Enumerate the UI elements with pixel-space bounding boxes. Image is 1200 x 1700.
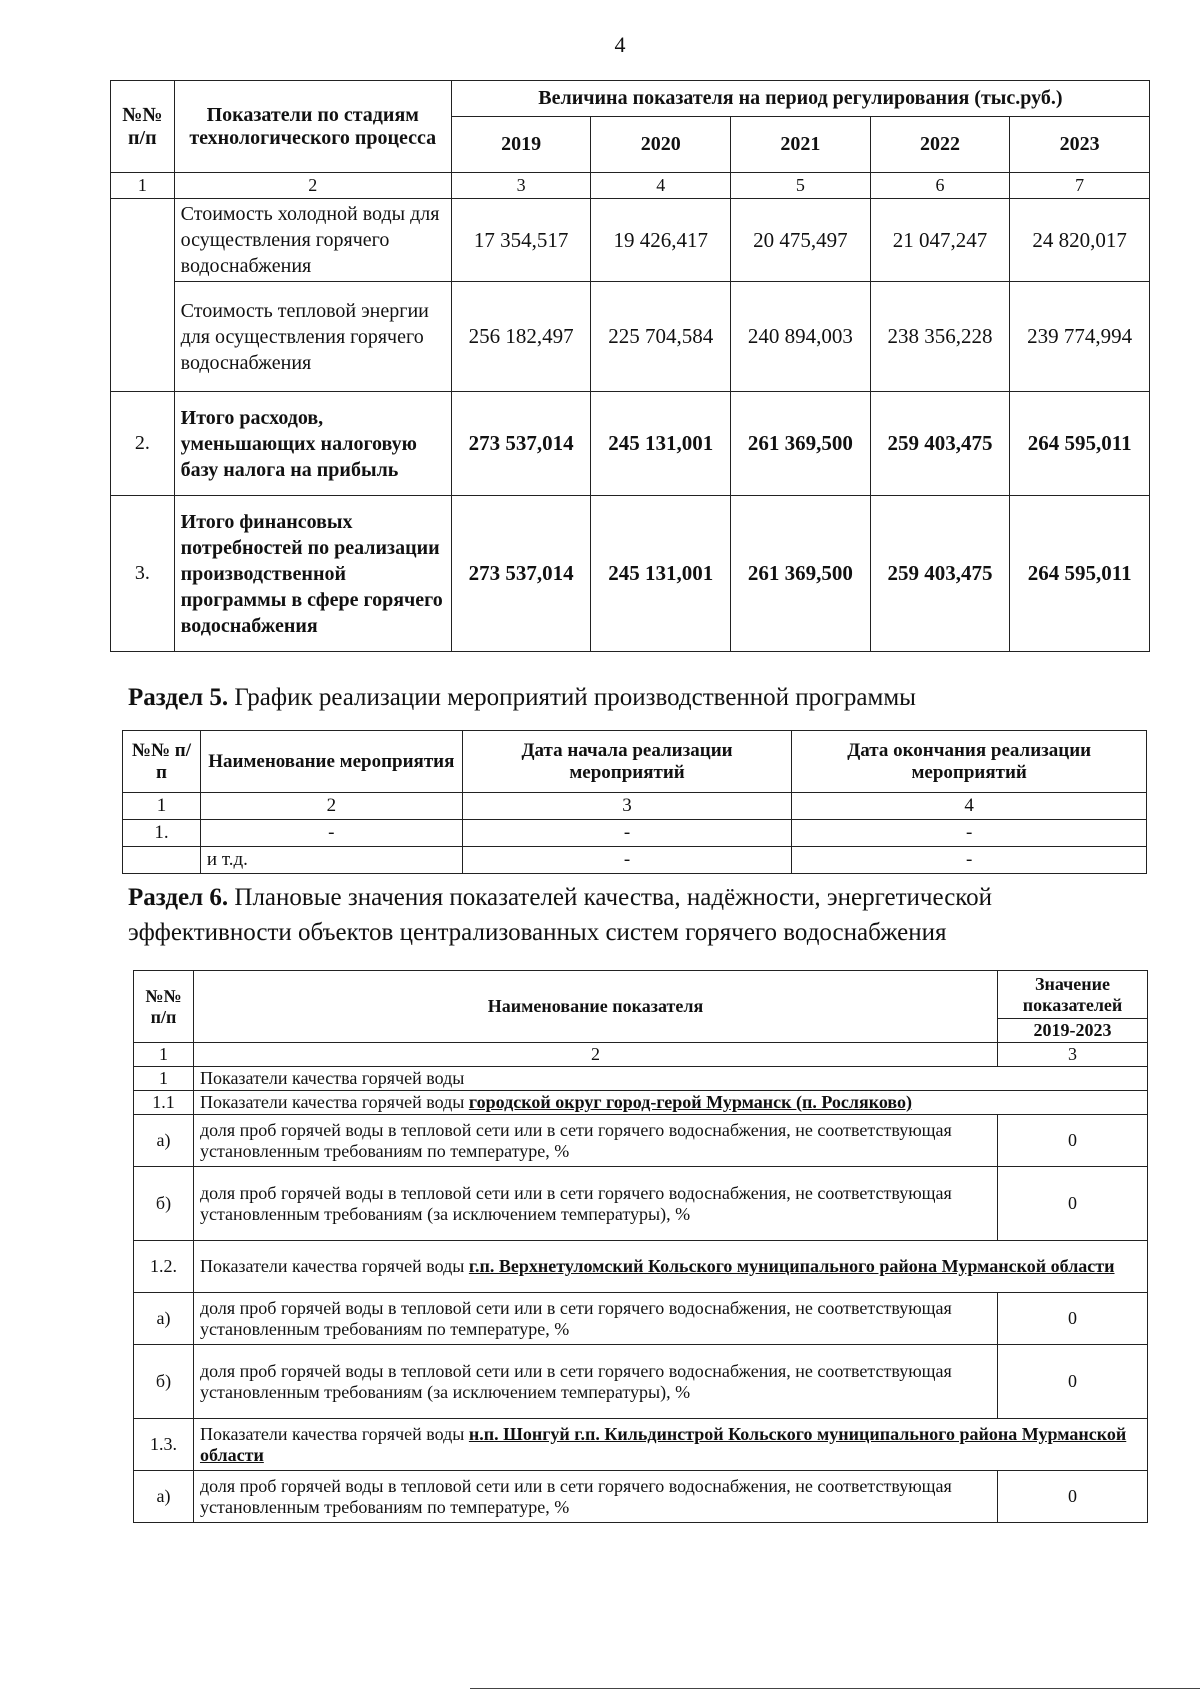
value-cell: 273 537,014 <box>451 392 591 496</box>
year-header: 2022 <box>870 117 1010 173</box>
table-row <box>134 1241 1148 1293</box>
indicator-label: доля проб горячей воды в тепловой сети или в сети горячего водоснабжения, не соответствующая установленным требованиям (за исключением температуры), % <box>193 1345 997 1419</box>
indicator-value: 0 <box>998 1471 1148 1523</box>
row-num <box>123 847 201 874</box>
section6-title: Плановые значения показателей качества, надёжности, энергетической эффективности объектов централизованных систем горячего водоснабжения <box>128 884 993 946</box>
group-label: Показатели качества горячей воды <box>193 1067 1147 1091</box>
value-cell: 238 356,228 <box>870 282 1010 392</box>
subgroup-label <box>193 1241 1147 1293</box>
value-cell: 245 131,001 <box>591 392 731 496</box>
table-row <box>111 199 1150 282</box>
row-num: 1. <box>123 820 201 847</box>
subgroup-prefix: Показатели качества горячей воды <box>199 1423 469 1444</box>
value-cell: 225 704,584 <box>591 282 731 392</box>
index-cell: 4 <box>591 173 731 199</box>
year-header: 2020 <box>591 117 731 173</box>
index-cell: 2 <box>200 793 462 820</box>
table-row <box>134 1067 1148 1091</box>
section6-label: Раздел 6. <box>128 884 229 911</box>
subgroup-place: городской округ город-герой Мурманск (п. Росляково) <box>468 1092 913 1112</box>
table-row <box>134 1115 1148 1167</box>
index-cell: 2 <box>174 173 451 199</box>
subgroup-place: г.п. Верхнетуломский Кольского муниципального района Мурманской области <box>468 1256 1115 1276</box>
row-cell: - <box>792 847 1147 874</box>
value-cell: 259 403,475 <box>870 392 1010 496</box>
indicator-value: 0 <box>998 1115 1148 1167</box>
row-num: 1.3. <box>134 1419 194 1471</box>
year-header: 2019 <box>451 117 591 173</box>
table-row <box>134 1419 1148 1471</box>
col-header: Дата окончания реализации мероприятий <box>792 731 1147 793</box>
col-name-header: Показатели по стадиям технологического процесса <box>174 81 451 173</box>
table-row <box>134 1345 1148 1419</box>
index-cell: 6 <box>870 173 1010 199</box>
col-name-header: Наименование показателя <box>193 971 997 1043</box>
col-header: №№ п/п <box>123 731 201 793</box>
row-cell: - <box>792 820 1147 847</box>
row-num: 2. <box>111 392 175 496</box>
row-cell: - <box>462 820 792 847</box>
row-num: 3. <box>111 496 175 652</box>
value-cell: 261 369,500 <box>731 392 871 496</box>
value-cell: 17 354,517 <box>451 199 591 282</box>
financial-table <box>110 80 1150 652</box>
page-number: 4 <box>614 32 626 57</box>
index-cell: 1 <box>134 1043 194 1067</box>
period-header: 2019-2023 <box>998 1019 1148 1043</box>
index-cell: 2 <box>193 1043 997 1067</box>
index-cell: 3 <box>462 793 792 820</box>
row-letter: а) <box>134 1115 194 1167</box>
index-cell: 3 <box>451 173 591 199</box>
indicator-value: 0 <box>998 1167 1148 1241</box>
table-row <box>123 847 1147 874</box>
col-header: Наименование мероприятия <box>200 731 462 793</box>
table-row <box>111 496 1150 652</box>
indicator-label: доля проб горячей воды в тепловой сети или в сети горячего водоснабжения, не соответствующая установленным требованиям по температуре, % <box>193 1293 997 1345</box>
indicator-label: доля проб горячей воды в тепловой сети или в сети горячего водоснабжения, не соответствующая установленным требованиям по температуре, % <box>193 1115 997 1167</box>
value-cell: 20 475,497 <box>731 199 871 282</box>
subgroup-prefix: Показатели качества горячей воды <box>199 1256 469 1276</box>
subgroup-prefix: Показатели качества горячей воды <box>199 1092 469 1112</box>
section6-heading <box>128 880 1158 950</box>
value-cell: 264 595,011 <box>1010 392 1150 496</box>
indicator-label: доля проб горячей воды в тепловой сети или в сети горячего водоснабжения, не соответствующая установленным требованиям по температуре, % <box>193 1471 997 1523</box>
row-cell: и т.д. <box>200 847 462 874</box>
value-cell: 273 537,014 <box>451 496 591 652</box>
row-label: Итого расходов, уменьшающих налоговую базу налога на прибыль <box>174 392 451 496</box>
value-cell: 19 426,417 <box>591 199 731 282</box>
index-cell: 4 <box>792 793 1147 820</box>
row-cell: - <box>462 847 792 874</box>
index-cell: 1 <box>123 793 201 820</box>
row-label: Итого финансовых потребностей по реализации производственной программы в сфере горячего водоснабжения <box>174 496 451 652</box>
table-row <box>134 1293 1148 1345</box>
value-cell: 24 820,017 <box>1010 199 1150 282</box>
subgroup-label <box>193 1419 1147 1471</box>
index-cell: 3 <box>998 1043 1148 1067</box>
table-row <box>123 820 1147 847</box>
index-cell: 5 <box>731 173 871 199</box>
row-letter: б) <box>134 1167 194 1241</box>
value-cell: 240 894,003 <box>731 282 871 392</box>
row-num: 1 <box>134 1067 194 1091</box>
row-num: 1.2. <box>134 1241 194 1293</box>
row-num: 1.1 <box>134 1091 194 1115</box>
indicator-value: 0 <box>998 1293 1148 1345</box>
row-label: Стоимость тепловой энергии для осуществления горячего водоснабжения <box>174 282 451 392</box>
subgroup-place: н.п. Шонгуй г.п. Кильдинстрой Кольского муниципального района Мурманской области <box>199 1423 1127 1465</box>
index-cell: 7 <box>1010 173 1150 199</box>
row-letter: а) <box>134 1293 194 1345</box>
indicator-label: доля проб горячей воды в тепловой сети или в сети горячего водоснабжения, не соответствующая установленным требованиям (за исключением температуры), % <box>193 1167 997 1241</box>
col-header: Дата начала реализации мероприятий <box>462 731 792 793</box>
group-header: Величина показателя на период регулирования (тыс.руб.) <box>451 81 1149 117</box>
year-header: 2023 <box>1010 117 1150 173</box>
row-cell: - <box>200 820 462 847</box>
table-row <box>134 1167 1148 1241</box>
value-cell: 245 131,001 <box>591 496 731 652</box>
index-cell: 1 <box>111 173 175 199</box>
value-cell: 239 774,994 <box>1010 282 1150 392</box>
section5-heading <box>128 680 1158 715</box>
section5-label: Раздел 5. <box>128 684 229 711</box>
year-header: 2021 <box>731 117 871 173</box>
table-row <box>111 282 1150 392</box>
col-num-header: №№ п/п <box>111 81 175 173</box>
col-num-header: №№ п/п <box>134 971 194 1043</box>
value-cell: 256 182,497 <box>451 282 591 392</box>
table-row <box>111 392 1150 496</box>
subgroup-label <box>193 1091 1147 1115</box>
table-row <box>134 1471 1148 1523</box>
value-cell: 261 369,500 <box>731 496 871 652</box>
schedule-table <box>122 730 1147 874</box>
row-label: Стоимость холодной воды для осуществления горячего водоснабжения <box>174 199 451 282</box>
row-letter: б) <box>134 1345 194 1419</box>
value-cell: 264 595,011 <box>1010 496 1150 652</box>
value-cell: 21 047,247 <box>870 199 1010 282</box>
quality-table <box>133 970 1148 1523</box>
row-num <box>111 199 175 392</box>
col-value-header: Значение показателей <box>998 971 1148 1019</box>
indicator-value: 0 <box>998 1345 1148 1419</box>
table-row <box>134 1091 1148 1115</box>
row-letter: а) <box>134 1471 194 1523</box>
value-cell: 259 403,475 <box>870 496 1010 652</box>
section5-title: График реализации мероприятий производственной программы <box>228 684 916 711</box>
bottom-divider <box>470 1688 1200 1689</box>
